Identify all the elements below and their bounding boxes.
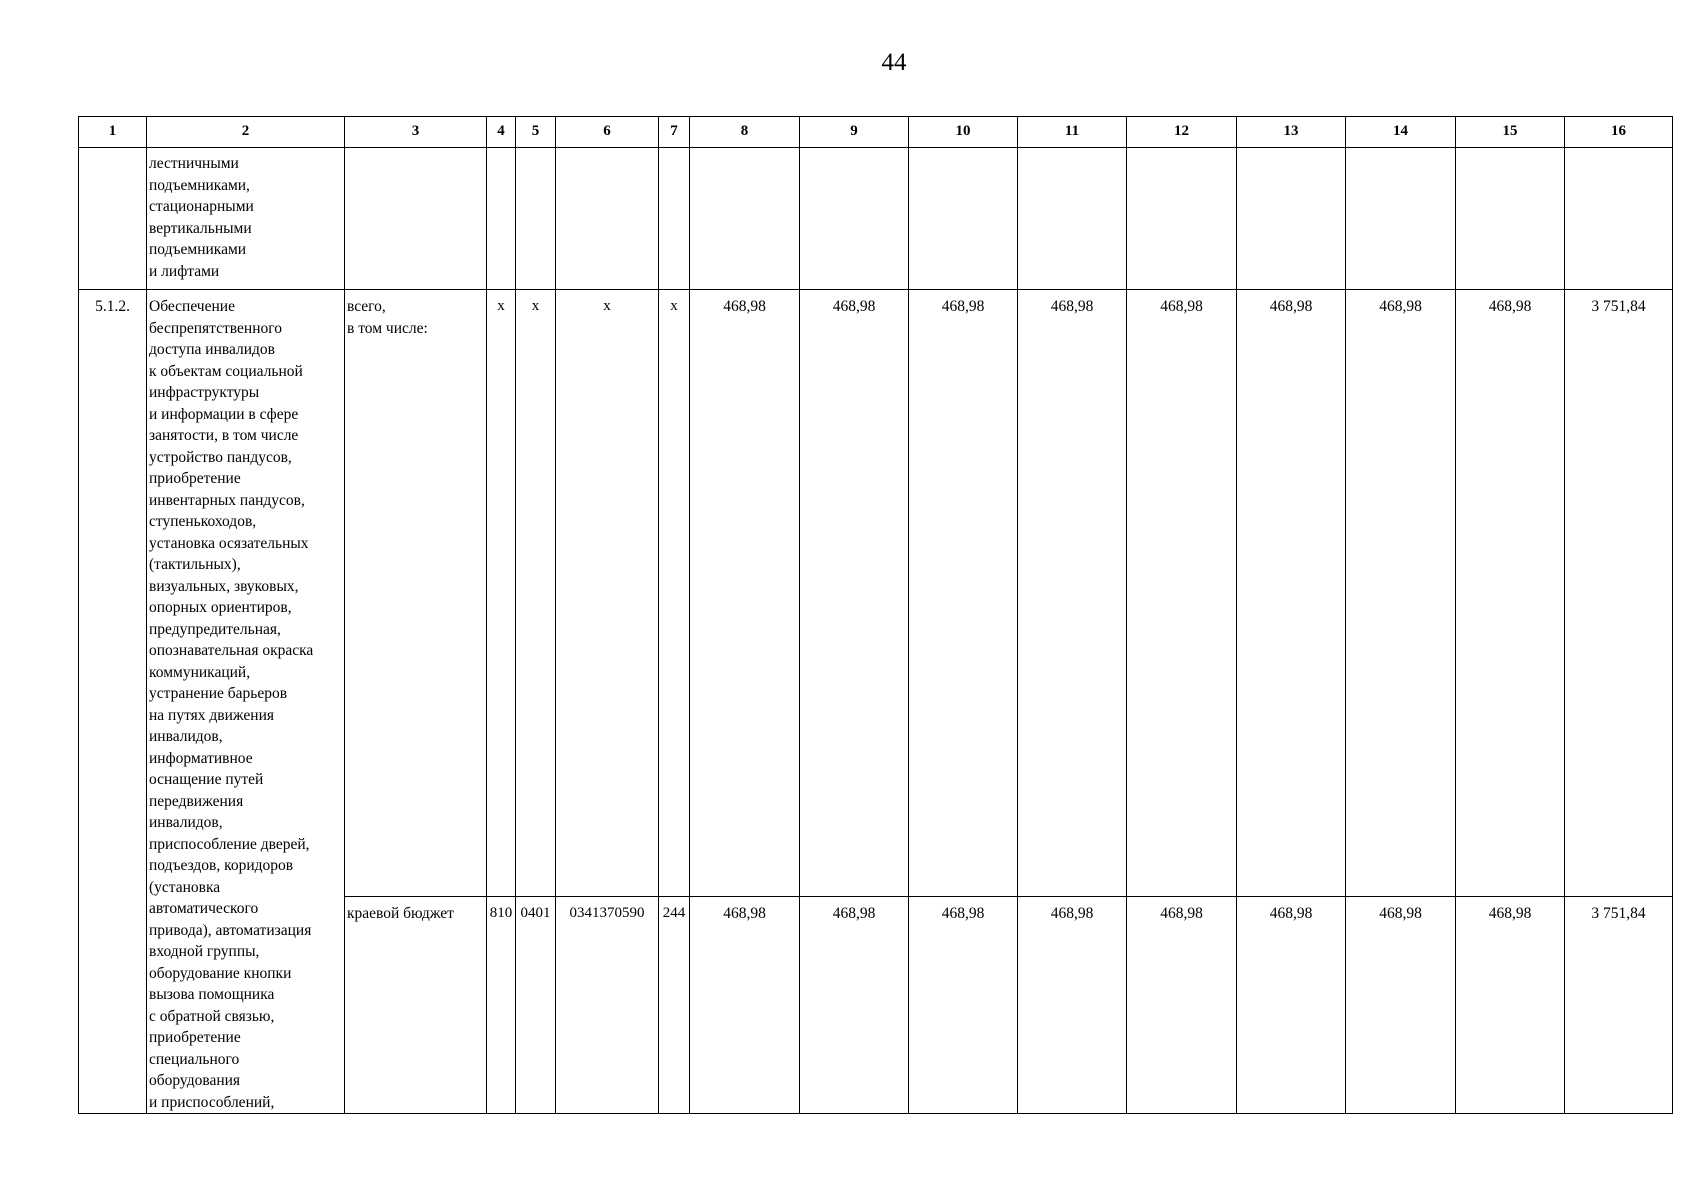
description-line: коммуникаций, [149, 663, 251, 681]
empty-cell [1346, 148, 1456, 290]
header-cell: 6 [556, 117, 659, 148]
continuation-row [79, 148, 1673, 290]
header-cell: 3 [345, 117, 487, 148]
description-line: и лифтами [149, 262, 220, 280]
source-line: всего, [347, 298, 386, 315]
item-description [147, 290, 345, 1114]
value-cell: 468,98 [909, 897, 1018, 1114]
description-line: инвалидов, [149, 728, 223, 745]
description-line: и информации в сфере [149, 405, 299, 423]
code-cell: x [487, 290, 516, 897]
description-line: вертикальными [149, 219, 252, 237]
description-line: беспрепятственного [149, 319, 282, 337]
description-line: установка осязательных [149, 534, 309, 552]
header-cell: 8 [690, 117, 800, 148]
description-line: (установка [149, 878, 221, 896]
continuation-description [147, 148, 345, 290]
empty-cell [556, 148, 659, 290]
header-cell: 13 [1237, 117, 1346, 148]
empty-cell [1456, 148, 1565, 290]
empty-cell [516, 148, 556, 290]
description-line: предупредительная, [149, 620, 281, 638]
header-cell: 9 [800, 117, 909, 148]
empty-cell [1565, 148, 1673, 290]
header-cell: 15 [1456, 117, 1565, 148]
value-cell: 468,98 [1237, 897, 1346, 1114]
empty-cell [1237, 148, 1346, 290]
code-cell: 244 [659, 897, 690, 1114]
empty-cell [1127, 148, 1237, 290]
header-cell: 11 [1018, 117, 1127, 148]
value-cell: 468,98 [1018, 897, 1127, 1114]
description-line: визуальных, звуковых, [149, 577, 299, 595]
empty-cell [79, 148, 147, 290]
value-cell: 468,98 [1346, 290, 1456, 897]
description-line: автоматического [149, 900, 259, 917]
empty-cell [487, 148, 516, 290]
description-line: Обеспечение [149, 298, 235, 315]
item-number: 5.1.2. [79, 290, 147, 1114]
description-line: приобретение [149, 1029, 241, 1046]
page-number: 44 [881, 49, 907, 76]
description-line: информативное [149, 749, 253, 767]
description-line: устранение барьеров [149, 685, 288, 702]
header-cell: 16 [1565, 117, 1673, 148]
code-cell: 0401 [516, 897, 556, 1114]
description-line: специального [149, 1050, 240, 1068]
code-cell: x [516, 290, 556, 897]
value-cell: 468,98 [800, 897, 909, 1114]
empty-cell [345, 148, 487, 290]
code-cell: 0341370590 [556, 897, 659, 1114]
description-line: опознавательная окраска [149, 642, 314, 659]
empty-cell [800, 148, 909, 290]
value-cell: 468,98 [1237, 290, 1346, 897]
description-line: занятости, в том числе [149, 427, 299, 444]
empty-cell [659, 148, 690, 290]
description-line: лестничными [149, 155, 239, 172]
description-line: инвентарных пандусов, [149, 491, 305, 509]
description-line: вызова помощника [149, 986, 275, 1003]
budget-table [78, 116, 1673, 1114]
header-cell: 4 [487, 117, 516, 148]
empty-cell [1018, 148, 1127, 290]
description-line: оборудования [149, 1072, 241, 1089]
value-cell: 468,98 [1127, 897, 1237, 1114]
header-cell: 2 [147, 117, 345, 148]
description-line: к объектам социальной [149, 362, 303, 380]
description-line: на путях движения [149, 706, 275, 724]
header-cell: 10 [909, 117, 1018, 148]
description-line: оборудование кнопки [149, 964, 292, 982]
empty-cell [909, 148, 1018, 290]
value-cell: 468,98 [1127, 290, 1237, 897]
item-total-row [79, 290, 1673, 897]
source-regional: краевой бюджет [345, 897, 487, 1114]
header-cell: 14 [1346, 117, 1456, 148]
code-cell: 810 [487, 897, 516, 1114]
header-row [79, 117, 1673, 148]
code-cell: x [659, 290, 690, 897]
description-line: привода), автоматизация [149, 921, 312, 939]
header-cell: 1 [79, 117, 147, 148]
source-line: в том числе: [347, 319, 428, 337]
description-line: подъездов, коридоров [149, 857, 294, 874]
description-line: стационарными [149, 198, 254, 215]
value-cell: 468,98 [1346, 897, 1456, 1114]
value-cell: 468,98 [690, 897, 800, 1114]
description-line: оснащение путей [149, 771, 264, 788]
empty-cell [690, 148, 800, 290]
value-cell: 468,98 [800, 290, 909, 897]
value-cell: 468,98 [909, 290, 1018, 897]
header-cell: 12 [1127, 117, 1237, 148]
description-line: входной группы, [149, 943, 260, 960]
description-line: устройство пандусов, [149, 448, 292, 466]
description-line: (тактильных), [149, 556, 241, 573]
header-cell: 7 [659, 117, 690, 148]
description-line: доступа инвалидов [149, 341, 275, 358]
value-cell: 468,98 [690, 290, 800, 897]
value-cell: 3 751,84 [1565, 897, 1673, 1114]
value-cell: 468,98 [1018, 290, 1127, 897]
source-total [345, 290, 487, 897]
code-cell: x [556, 290, 659, 897]
description-line: инвалидов, [149, 814, 223, 831]
header-cell: 5 [516, 117, 556, 148]
description-line: подъемниками, [149, 176, 250, 194]
description-line: и приспособлений, [149, 1093, 275, 1111]
value-cell: 468,98 [1456, 290, 1565, 897]
description-line: с обратной связью, [149, 1007, 275, 1025]
value-cell: 468,98 [1456, 897, 1565, 1114]
description-line: приобретение [149, 470, 241, 487]
value-cell: 3 751,84 [1565, 290, 1673, 897]
description-line: приспособление дверей, [149, 835, 310, 853]
description-line: передвижения [149, 792, 244, 810]
description-line: подъемниками [149, 241, 247, 258]
description-line: ступенькоходов, [149, 513, 257, 530]
description-line: инфраструктуры [149, 384, 260, 401]
description-line: опорных ориентиров, [149, 599, 292, 616]
